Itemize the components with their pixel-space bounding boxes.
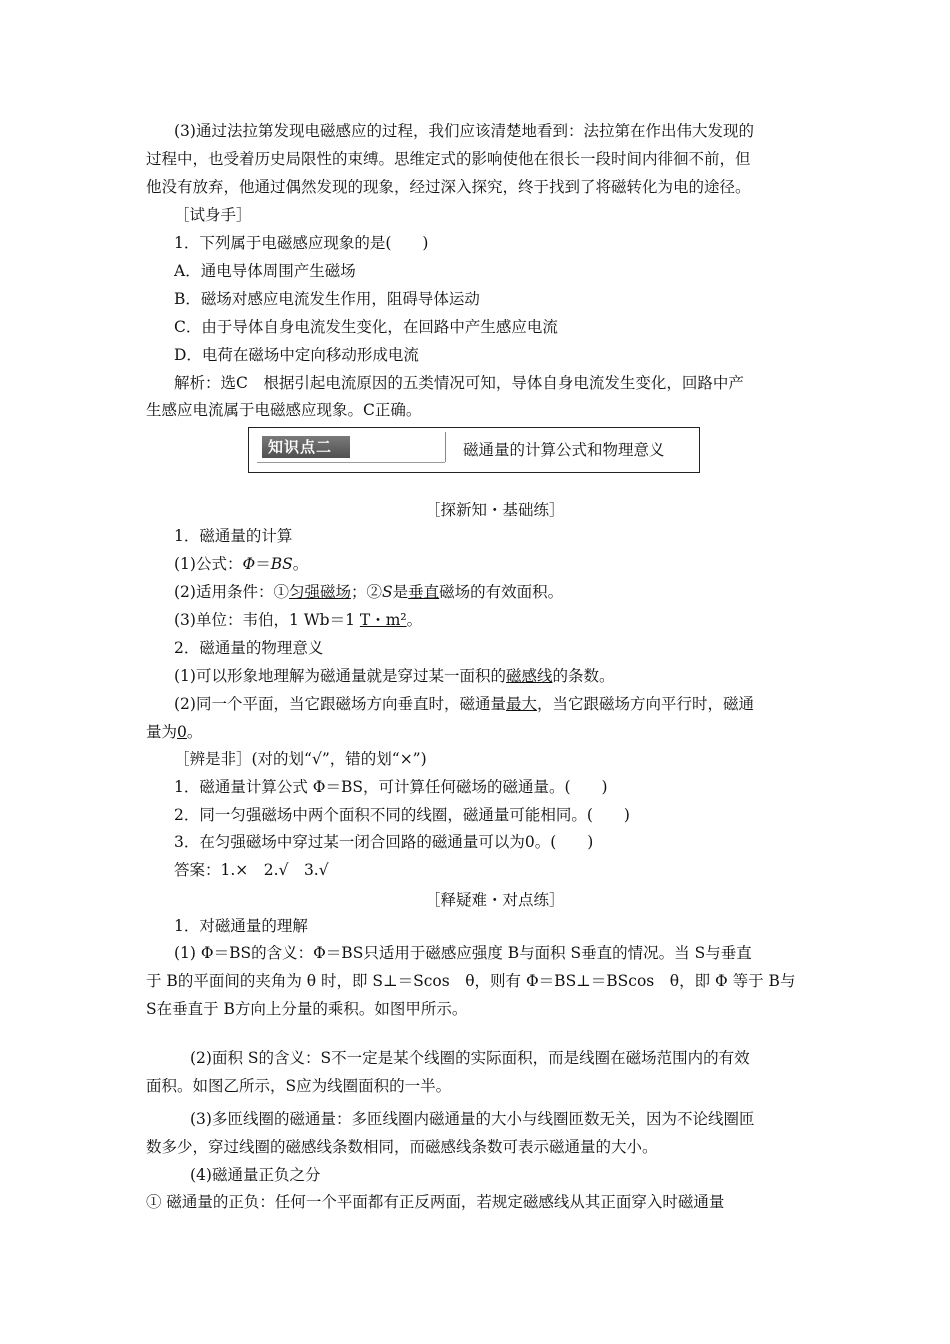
section-heading: ［探新知・基础练］ — [425, 501, 565, 519]
answer-line: 答案：1.× 2.√ 3.√ — [174, 861, 329, 879]
text-line: (3)通过法拉第发现电磁感应的过程，我们应该清楚地看到：法拉第在作出伟大发现的 — [174, 122, 754, 140]
option-a: A．通电导体周围产生磁场 — [174, 262, 356, 280]
text-line: 面积。如图乙所示，S应为线圈面积的一半。 — [146, 1077, 452, 1095]
phi-symbol: Φ — [242, 555, 256, 573]
text-line: (1) Φ＝BS的含义：Φ＝BS只适用于磁感应强度 B与面积 S垂直的情况。当 S与垂直 — [174, 944, 752, 962]
formula-line — [174, 554, 308, 574]
text: ＝ — [255, 555, 271, 573]
analysis-line: 生感应电流属于电磁感应现象。C正确。 — [146, 401, 422, 419]
text-line: 数多少，穿过线圈的磁感线条数相同，而磁感线条数可表示磁通量的大小。 — [146, 1138, 658, 1156]
text: 。 — [406, 611, 423, 629]
statement: 1．磁通量计算公式 Φ＝BS，可计算任何磁场的磁通量。( ) — [174, 778, 608, 796]
statement: 2．同一匀强磁场中两个面积不同的线圈，磁通量可能相同。( ) — [174, 806, 630, 824]
analysis-line: 解析：选C 根据引起电流原因的五类情况可知，导体自身电流发生变化，回路中产 — [174, 374, 744, 392]
meaning-line — [146, 722, 202, 742]
knowledge-point-box — [248, 427, 700, 473]
subheading: 2．磁通量的物理意义 — [174, 639, 324, 657]
knowledge-point-title: 磁通量的计算公式和物理意义 — [463, 441, 665, 459]
statement: 3．在匀强磁场中穿过某一闭合回路的磁通量可以为0。( ) — [174, 833, 594, 851]
section-heading: ［释疑难・对点练］ — [425, 891, 565, 909]
unit-line — [174, 610, 422, 630]
fill-blank: 最大 — [505, 695, 537, 713]
text: (2)同一个平面，当它跟磁场方向垂直时，磁通量 — [174, 695, 506, 713]
condition-line — [174, 582, 563, 602]
option-b: B．磁场对感应电流发生作用，阻碍导体运动 — [174, 290, 480, 308]
fill-blank: 磁感线 — [505, 667, 553, 685]
text: (1)公式： — [174, 555, 243, 573]
subheading: 1．磁通量的计算 — [174, 527, 293, 545]
fill-blank: T・m² — [359, 611, 407, 629]
text-line: 他没有放弃，他通过偶然发现的现象，经过深入探究，终于找到了将磁转化为电的途径。 — [146, 178, 751, 196]
text: 是 — [392, 583, 409, 601]
text: 磁场的有效面积。 — [439, 583, 564, 601]
text: (3)单位：韦伯，1 Wb＝1 — [174, 611, 360, 629]
text-line: 过程中，也受着历史局限性的束缚。思维定式的影响使他在很长一段时间内徘徊不前，但 — [146, 150, 751, 168]
fill-blank: 匀强磁场 — [288, 583, 351, 601]
text: 。 — [186, 723, 203, 741]
fill-blank: 0 — [177, 723, 187, 741]
text-line: (3)多匝线圈的磁通量：多匝线圈内磁通量的大小与线圈匝数无关，因为不论线圈匝 — [190, 1110, 755, 1128]
text: (2)适用条件：① — [174, 583, 289, 601]
subheading: 1．对磁通量的理解 — [174, 917, 308, 935]
meaning-line — [174, 694, 754, 714]
s-symbol: S — [382, 583, 393, 601]
meaning-line — [174, 666, 615, 686]
text: ，当它跟磁场方向平行时，磁通 — [536, 695, 754, 713]
text-line: 于 B的平面间的夹角为 θ 时，即 S⊥＝Scos θ，则有 Φ＝BS⊥＝BScos θ，即 Φ 等于 B与 — [146, 972, 796, 990]
text: (1)可以形象地理解为磁通量就是穿过某一面积的 — [174, 667, 506, 685]
text-line: (2)面积 S的含义：S不一定是某个线圈的实际面积，而是线圈在磁场范围内的有效 — [190, 1049, 750, 1067]
fill-blank: 垂直 — [408, 583, 440, 601]
text: 的条数。 — [552, 667, 615, 685]
option-d: D．电荷在磁场中定向移动形成电流 — [174, 346, 419, 364]
bs-symbol: BS — [270, 555, 293, 573]
badge-label: 知识点二 — [262, 436, 350, 458]
text: 量为 — [146, 723, 178, 741]
text: ；② — [350, 583, 382, 601]
question: 1．下列属于电磁感应现象的是( ) — [174, 234, 429, 252]
badge-divider — [257, 462, 445, 463]
option-c: C．由于导体自身电流发生变化，在回路中产生感应电流 — [174, 318, 558, 336]
text-line: S在垂直于 B方向上分量的乘积。如图甲所示。 — [146, 1000, 468, 1018]
text: 。 — [292, 555, 309, 573]
text-line: (4)磁通量正负之分 — [190, 1166, 321, 1184]
section-label: ［辨是非］(对的划“√”，错的划“×”) — [174, 750, 427, 768]
knowledge-point-badge — [257, 432, 446, 462]
text-line: ① 磁通量的正负：任何一个平面都有正反两面，若规定磁感线从其正面穿入时磁通量 — [146, 1193, 725, 1211]
section-label: ［试身手］ — [174, 206, 252, 224]
